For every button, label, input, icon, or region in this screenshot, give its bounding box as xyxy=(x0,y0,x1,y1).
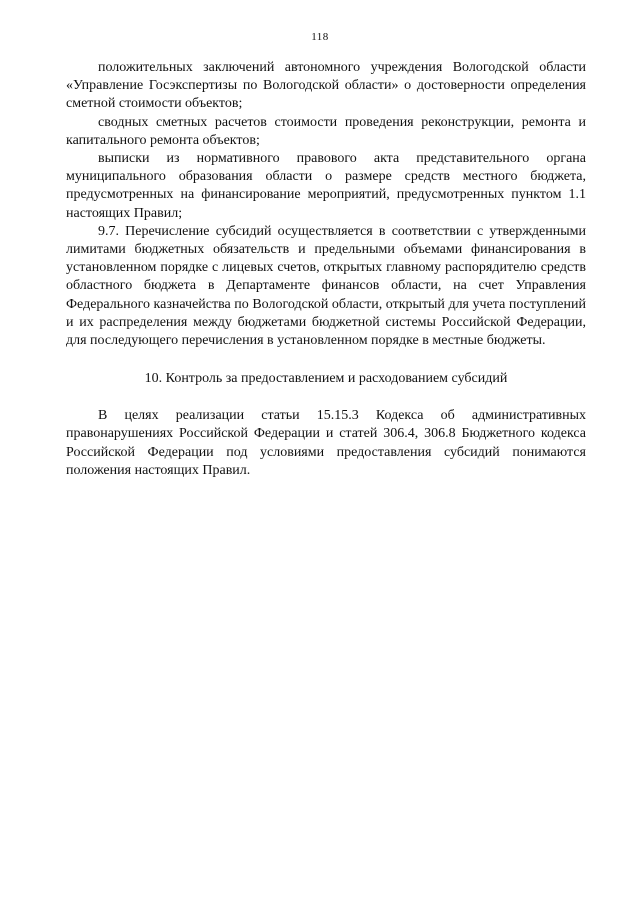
paragraph-9-7-transfer: 9.7. Перечисление субсидий осуществляется в соответствии с утвержденными лимитами бюджетных обязательств и предельными объемами финансирования в установленном порядке с лицевых счетов, открытых главному распорядителю средств областного бюджета в Департаменте финансов области, на счет Управления Федерального казначейства по Вологодской области, открытый для учета поступлений и их распределения между бюджетами бюджетной системы Российской Федерации, для последующего перечисления в установленном порядке в местные бюджеты. xyxy=(66,223,586,349)
paragraph-municipal-act-extract: выписки из нормативного правового акта представительного органа муниципального образования области о размере средств местного бюджета, предусмотренных на финансирование мероприятий, предусмотренных пунктом 1.1 настоящих Правил; xyxy=(66,151,586,221)
page-number: 118 xyxy=(311,31,329,43)
section-heading-10: 10. Контроль за предоставлением и расходованием субсидий xyxy=(144,371,508,387)
paragraph-estimate-calculations: сводных сметных расчетов стоимости проведения реконструкции, ремонта и капитального ремонта объектов; xyxy=(66,114,586,148)
paragraph-expertise-conclusions: положительных заключений автономного учреждения Вологодской области «Управление Госэкспертизы по Вологодской области» о достоверности определения сметной стоимости объектов; xyxy=(66,60,586,112)
paragraph-conditions: В целях реализации статьи 15.15.3 Кодекса об административных правонарушениях Российской Федерации и статей 306.4, 306.8 Бюджетного кодекса Российской Федерации под условиями предоставления субсидий понимаются положения настоящих Правил. xyxy=(66,408,586,478)
document-body xyxy=(66,59,586,480)
